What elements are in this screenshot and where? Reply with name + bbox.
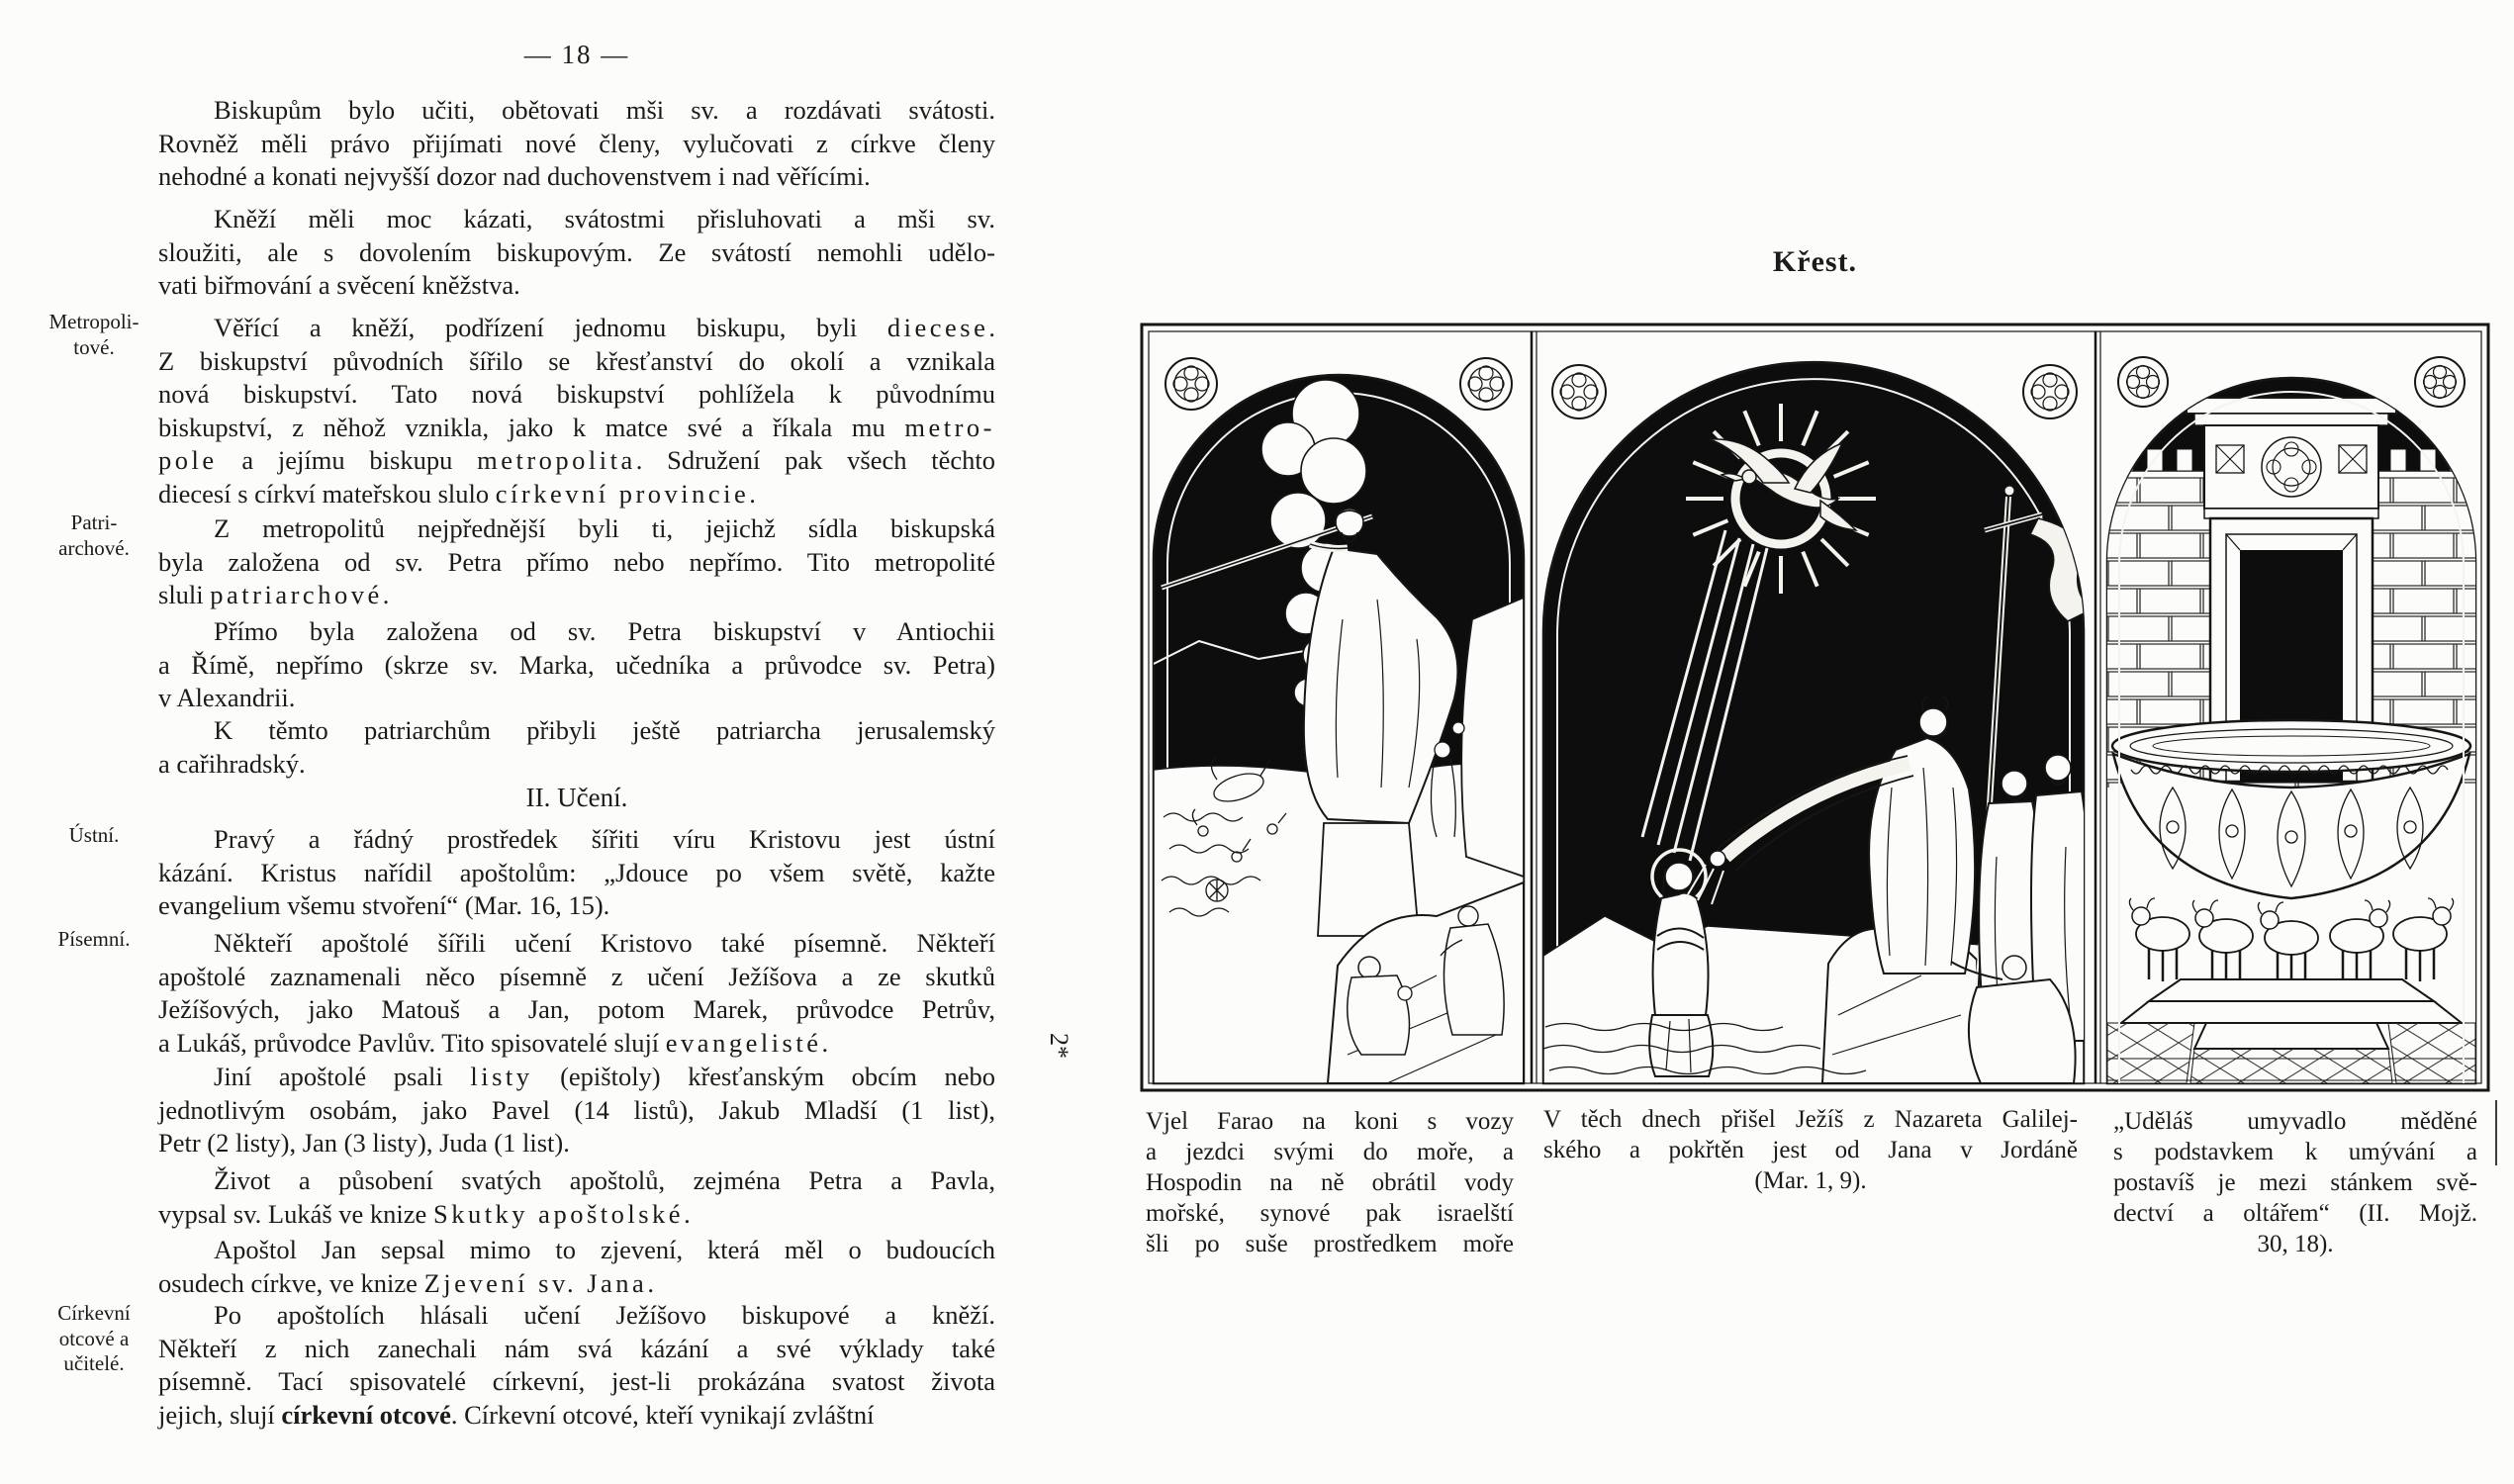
text-line: jejich, slují církevní otcové. Církevní otcové, kteří vynikají zvláštní <box>158 1399 875 1430</box>
triptych-engraving <box>1140 323 2490 1092</box>
text-line: Po apoštolích hlásali učení Ježíšovo biskupové a kněží. <box>214 1300 995 1330</box>
text-line: jednotlivým osobám, jako Pavel (14 listů), Jakub Mladší (1 list), <box>158 1094 995 1125</box>
text-line: a Římě, nepřímo (skrze sv. Marka, učedníka a průvodce sv. Petra) <box>158 649 995 680</box>
caption-line: „Uděláš umyvadlo měděné <box>2113 1108 2477 1135</box>
text-line: Přímo byla založena od sv. Petra biskupství v Antiochii <box>214 616 995 646</box>
text-line: kázání. Kristus nařídil apoštolům: „Jdouce po všem světě, kažte <box>158 857 995 887</box>
margin-label-line: učitelé. <box>63 1351 125 1375</box>
text-line: Biskupům bylo učiti, obětovati mši sv. a rozdávati svátosti. <box>214 95 995 125</box>
text-line: nová biskupství. Tato nová biskupství pohlížela k původnímu <box>158 379 995 409</box>
text-line: vypsal sv. Lukáš ve knize Skutky apoštolské. <box>158 1198 691 1229</box>
caption-laver <box>2113 1106 2477 1259</box>
margin-label-line: tové. <box>73 334 115 359</box>
text-line: písemně. Tací spisovatelé církevní, jest-li prokázána svatost života <box>158 1366 995 1396</box>
margin-label <box>36 823 152 849</box>
caption-red-sea <box>1146 1106 1514 1259</box>
caption-line: Vjel Farao na koni s vozy <box>1146 1108 1514 1135</box>
margin-label <box>36 310 152 360</box>
quatrefoil-rosette-icon <box>2023 365 2077 418</box>
plate-title: Křest. <box>1772 245 1858 278</box>
margin-label-line: Písemní. <box>57 927 131 951</box>
panel-red-sea-engraving <box>1154 358 1524 1083</box>
caption-line: s podstavkem k umývání a <box>2113 1139 2477 1165</box>
signature-mark: 2* <box>1045 1033 1073 1059</box>
text-line: pole a jejímu biskupu metropolita. Sdružení pak všech těchto <box>158 445 995 475</box>
paragraph <box>158 1061 995 1160</box>
text-line: Jiní apoštolé psali listy (epištoly) křesťanským obcím nebo <box>214 1062 995 1091</box>
paragraph <box>158 94 995 194</box>
text-line: biskupství, z něhož vznikla, jako k matce své a říkala mu metro- <box>158 412 995 442</box>
caption-line: V těch dnech přišel Ježíš z Nazareta Galilej- <box>1543 1106 2078 1133</box>
panel-baptism-engraving <box>1543 362 2092 1083</box>
text-line: byla založena od sv. Petra přímo nebo nepřímo. Tito metropolité <box>158 546 995 577</box>
text-line: Apoštol Jan sepsal mimo to zjevení, která měl o budoucích <box>214 1235 995 1264</box>
margin-label <box>36 927 152 953</box>
margin-label-line: otcové a <box>58 1326 130 1350</box>
paragraph <box>158 615 995 715</box>
text-line: Někteří apoštolé šířili učení Kristovo také písemně. Někteří <box>214 928 995 958</box>
paragraph <box>158 512 995 612</box>
quatrefoil-rosette-icon <box>1552 365 1606 418</box>
margin-label-line: Církevní <box>57 1301 131 1325</box>
text-line: Věřící a kněží, podřízení jednomu biskupu, byli diecese. <box>214 313 995 342</box>
text-line: osudech církve, ve knize Zjevení sv. Jana. <box>158 1267 654 1298</box>
caption-line: šli po suše prostředkem moře <box>1146 1231 1514 1257</box>
page-number: — 18 — <box>523 40 630 69</box>
caption-line: mořské, synové pak israelští <box>1146 1200 1514 1227</box>
text-line: Někteří z nich zanechali nám svá kázání a své výklady také <box>158 1333 995 1363</box>
text-line: Z biskupství původních šířilo se křesťanství do okolí a vznikala <box>158 345 995 376</box>
text-line: Z metropolitů nejpřednější byli ti, jejichž sídla biskupská <box>214 513 995 543</box>
caption-line: 30, 18). <box>2257 1231 2334 1257</box>
text-line: diecesí s církví mateřskou slulo církevní provincie. <box>158 478 756 509</box>
text-line: a cařihradský. <box>158 748 306 779</box>
caption-line: Hospodin na ně obrátil vody <box>1146 1169 1514 1196</box>
text-line: a Lukáš, průvodce Pavlův. Tito spisovatelé slují evangelisté. <box>158 1027 829 1058</box>
panel-brazen-laver-engraving <box>2107 357 2475 1083</box>
caption-line: dectví a oltářem“ (II. Mojž. <box>2113 1200 2477 1227</box>
caption-line: ského a pokřtěn jest od Jana v Jordáně <box>1543 1137 2078 1163</box>
quatrefoil-rosette-icon <box>2118 357 2168 407</box>
margin-label <box>36 510 152 561</box>
margin-label-line: archové. <box>58 535 130 560</box>
paragraph <box>158 823 995 923</box>
section-heading: II. Učení. <box>525 783 628 812</box>
margin-label-line: Ústní. <box>68 823 120 847</box>
text-line: Kněží měli moc kázati, svátostmi přisluhovati a mši sv. <box>214 204 995 233</box>
text-line: Ježíšových, jako Matouš a Jan, potom Marek, průvodce Petrův, <box>158 994 995 1024</box>
paragraph <box>158 714 995 781</box>
caption-line: (Mar. 1, 9). <box>1754 1167 1867 1194</box>
paragraph <box>158 927 995 1060</box>
paragraph <box>158 203 995 303</box>
text-line: sluli patriarchové. <box>158 580 390 609</box>
text-line: sloužiti, ale s dovolením biskupovým. Ze svátostí nemohli udělo- <box>158 236 995 267</box>
paragraph <box>158 1234 995 1300</box>
text-line: Petr (2 listy), Jan (3 listy), Juda (1 list). <box>158 1128 570 1158</box>
text-line: v Alexandrii. <box>158 683 296 712</box>
margin-label <box>36 1301 152 1377</box>
text-line: evangelium všemu stvoření“ (Mar. 16, 15). <box>158 890 610 920</box>
paragraph <box>158 312 995 510</box>
caption-line: postavíš je mezi stánkem svě- <box>2113 1169 2477 1196</box>
text-line: apoštolé zaznamenali něco písemně z učení Ježíšova a ze skutků <box>158 961 995 991</box>
quatrefoil-rosette-icon <box>1165 358 1217 410</box>
margin-labels <box>0 0 158 1484</box>
text-line: Rovněž měli právo přijímati nové členy, vylučovati z církve členy <box>158 128 995 158</box>
scan-artifact-line <box>2495 1100 2497 1165</box>
margin-label-line: Patri- <box>70 510 118 534</box>
text-line: Pravý a řádný prostředek šířiti víru Kristovu jest ústní <box>214 824 995 854</box>
margin-label-line: Metropoli- <box>48 310 140 333</box>
caption-line: a jezdci svými do moře, a <box>1146 1139 1514 1165</box>
paragraph <box>158 1164 995 1231</box>
text-line: K těmto patriarchům přibyli ještě patriarcha jerusalemský <box>214 715 995 745</box>
quatrefoil-rosette-icon <box>2415 357 2465 407</box>
text-line: nehodné a konati nejvyšší dozor nad duchovenstvem i nad věřícími. <box>158 161 871 191</box>
quatrefoil-rosette-icon <box>1460 358 1512 410</box>
text-line: vati biřmování a svěcení kněžstva. <box>158 270 520 300</box>
body-text-column <box>158 0 995 1484</box>
caption-baptism <box>1543 1104 2078 1196</box>
paragraph <box>158 1299 995 1432</box>
text-line: Život a působení svatých apoštolů, zejména Petra a Pavla, <box>214 1165 995 1195</box>
